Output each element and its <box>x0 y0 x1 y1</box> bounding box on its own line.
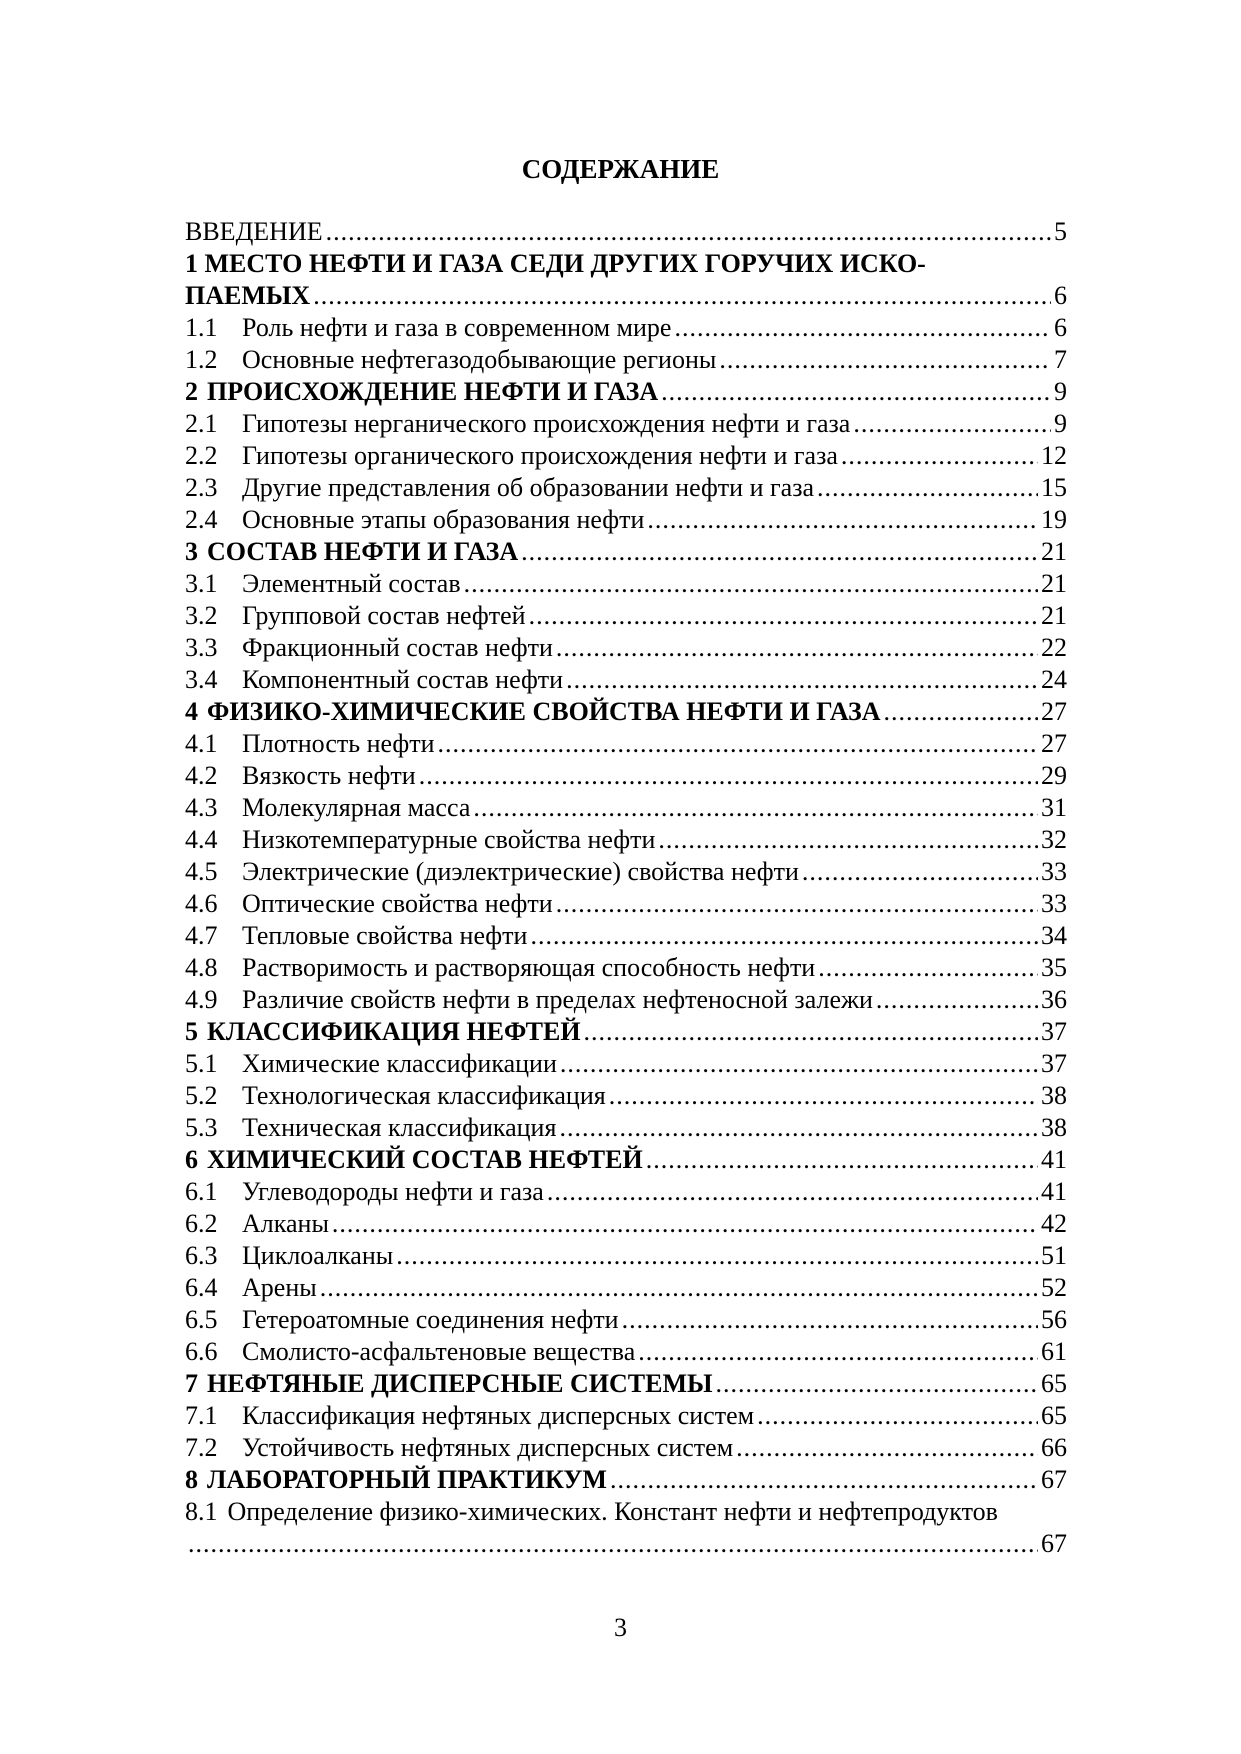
dot-leader <box>638 1336 1038 1368</box>
toc-entry-page: 12 <box>1041 441 1067 470</box>
toc-entry-title: Электрические (диэлектрические) свойства нефти <box>242 857 799 886</box>
toc-entry[interactable] <box>185 344 1067 376</box>
toc-entry-title: Технологическая классификация <box>242 1081 606 1110</box>
dot-leader <box>818 952 1038 984</box>
toc-entry-number: 4.7 <box>185 921 218 950</box>
toc-entry-title: Гипотезы нерганического происхождения нефти и газа <box>242 409 851 438</box>
toc-entry[interactable] <box>185 216 1067 248</box>
table-of-contents <box>185 216 1067 1560</box>
toc-entry-title: Гипотезы органического происхождения нефти и газа <box>242 441 838 470</box>
toc-entry-page: 15 <box>1041 473 1067 502</box>
page-number: 3 <box>614 1613 627 1642</box>
toc-entry-number: 8.1 <box>185 1497 218 1526</box>
toc-entry-number: 4.2 <box>185 761 218 790</box>
toc-entry-title: Устойчивость нефтяных дисперсных систем <box>242 1433 734 1462</box>
dot-leader <box>473 792 1038 824</box>
toc-entry-title: Смолисто-асфальтеновые вещества <box>242 1337 636 1366</box>
toc-entry[interactable] <box>185 632 1067 664</box>
toc-entry-title: Углеводороды нефти и газа <box>242 1177 544 1206</box>
toc-entry-page: 21 <box>1041 601 1067 630</box>
toc-entry-title: Молекулярная масса <box>242 793 471 822</box>
dot-leader <box>716 1368 1038 1400</box>
toc-entry-title-line2 <box>185 1528 1067 1560</box>
dot-leader <box>396 1240 1038 1272</box>
toc-entry[interactable] <box>185 376 1067 408</box>
toc-entry[interactable] <box>185 1432 1067 1464</box>
toc-entry[interactable] <box>185 1208 1067 1240</box>
dot-leader <box>647 504 1038 536</box>
toc-entry[interactable] <box>185 1496 1067 1560</box>
toc-entry[interactable] <box>185 472 1067 504</box>
toc-entry[interactable] <box>185 1176 1067 1208</box>
toc-entry[interactable] <box>185 440 1067 472</box>
toc-entry-page: 21 <box>1041 569 1067 598</box>
toc-entry-page: 37 <box>1041 1049 1067 1078</box>
toc-entry-number: 6.2 <box>185 1209 218 1238</box>
toc-entry[interactable] <box>185 952 1067 984</box>
toc-entry-page: 65 <box>1041 1401 1067 1430</box>
dot-leader <box>438 728 1039 760</box>
toc-entry-page: 6 <box>1054 313 1067 342</box>
toc-entry[interactable] <box>185 1400 1067 1432</box>
toc-entry[interactable] <box>185 824 1067 856</box>
toc-entry-page: 34 <box>1041 921 1067 950</box>
toc-entry-number: 2.3 <box>185 473 218 502</box>
toc-entry-title: Растворимость и растворяющая способность нефти <box>242 953 816 982</box>
toc-entry-page: 9 <box>1054 409 1067 438</box>
dot-leader <box>556 888 1038 920</box>
toc-entry-title: Компонентный состав нефти <box>242 665 564 694</box>
toc-entry-title: КЛАССИФИКАЦИЯ НЕФТЕЙ <box>207 1017 581 1046</box>
toc-entry-title: Гетероатомные соединения нефти <box>242 1305 619 1334</box>
toc-entry-page: 36 <box>1041 985 1067 1014</box>
toc-entry-page: 38 <box>1041 1113 1067 1142</box>
toc-entry-title: Тепловые свойства нефти <box>242 921 528 950</box>
dot-leader <box>419 760 1038 792</box>
dot-leader <box>736 1432 1038 1464</box>
toc-entry-title: Классификация нефтяных дисперсных систем <box>242 1401 755 1430</box>
toc-entry-title: Циклоалканы <box>242 1241 394 1270</box>
toc-entry[interactable] <box>185 664 1067 696</box>
toc-entry-page: 35 <box>1041 953 1067 982</box>
toc-entry-number: 4.8 <box>185 953 218 982</box>
dot-leader <box>313 280 1051 312</box>
toc-entry-page: 67 <box>1041 1465 1067 1494</box>
toc-entry-page: 37 <box>1041 1017 1067 1046</box>
toc-entry[interactable] <box>185 1336 1067 1368</box>
toc-entry[interactable] <box>185 1144 1067 1176</box>
toc-entry-number: 7.1 <box>185 1401 218 1430</box>
dot-leader <box>841 440 1038 472</box>
toc-entry-number: 4.1 <box>185 729 218 758</box>
toc-entry-page: 51 <box>1041 1241 1067 1270</box>
toc-entry-number: 6 <box>185 1145 198 1174</box>
toc-entry-number: 3.2 <box>185 601 218 630</box>
toc-entry-number: 4.5 <box>185 857 218 886</box>
toc-entry-number: 5.3 <box>185 1113 218 1142</box>
toc-entry-title: СОСТАВ НЕФТИ И ГАЗА <box>207 537 519 566</box>
toc-entry-title: Оптические свойства нефти <box>242 889 553 918</box>
toc-entry-title-cont: ПАЕМЫХ <box>185 281 311 310</box>
page-title: СОДЕРЖАНИЕ <box>521 154 720 184</box>
toc-entry-title: Химические классификации <box>242 1049 557 1078</box>
toc-entry-number: 6.6 <box>185 1337 218 1366</box>
toc-entry[interactable] <box>185 1112 1067 1144</box>
toc-entry-title: Низкотемпературные свойства нефти <box>242 825 656 854</box>
toc-entry[interactable] <box>185 728 1067 760</box>
toc-entry-page: 27 <box>1041 697 1067 726</box>
toc-entry-page: 38 <box>1041 1081 1067 1110</box>
toc-entry-title: Вязкость нефти <box>242 761 416 790</box>
toc-entry-title: Основные нефтегазодобывающие регионы <box>242 345 717 374</box>
toc-entry-number: 6.1 <box>185 1177 218 1206</box>
toc-entry-number: 4.6 <box>185 889 218 918</box>
toc-entry-page: 52 <box>1041 1273 1067 1302</box>
dot-leader <box>521 536 1038 568</box>
toc-entry[interactable] <box>185 408 1067 440</box>
dot-leader <box>559 1112 1038 1144</box>
toc-entry[interactable] <box>185 760 1067 792</box>
toc-entry-number: 4.4 <box>185 825 218 854</box>
toc-entry-page: 66 <box>1041 1433 1067 1462</box>
toc-entry-number: 2 <box>185 377 198 406</box>
dot-leader <box>529 600 1038 632</box>
toc-entry-number: 1.1 <box>185 313 218 342</box>
toc-entry-number: 7 <box>185 1369 198 1398</box>
toc-entry-number: 6.5 <box>185 1305 218 1334</box>
dot-leader <box>566 664 1038 696</box>
toc-entry-number: 5 <box>185 1017 198 1046</box>
dot-leader <box>556 632 1038 664</box>
dot-leader <box>674 312 1051 344</box>
toc-entry[interactable] <box>185 568 1067 600</box>
toc-entry-number: 3 <box>185 537 198 566</box>
toc-entry[interactable] <box>185 312 1067 344</box>
dot-leader <box>464 568 1038 600</box>
dot-leader <box>646 1144 1038 1176</box>
toc-entry-title: Техническая классификация <box>242 1113 557 1142</box>
toc-entry-number: 5.1 <box>185 1049 218 1078</box>
toc-entry-number: 8 <box>185 1465 198 1494</box>
toc-entry[interactable] <box>185 1464 1067 1496</box>
toc-entry-title-line1 <box>185 248 1067 280</box>
dot-leader <box>661 376 1051 408</box>
toc-entry-page: 29 <box>1041 761 1067 790</box>
dot-leader <box>719 344 1051 376</box>
toc-entry-page: 7 <box>1054 345 1067 374</box>
toc-entry-number: 6.4 <box>185 1273 218 1302</box>
toc-entry-number: 3.4 <box>185 665 218 694</box>
toc-entry[interactable] <box>185 504 1067 536</box>
toc-entry-page: 32 <box>1041 825 1067 854</box>
toc-entry[interactable] <box>185 1304 1067 1336</box>
toc-entry-page: 65 <box>1041 1369 1067 1398</box>
toc-entry-title: Фракционный состав нефти <box>242 633 553 662</box>
toc-entry-title: НЕФТЯНЫЕ ДИСПЕРСНЫЕ СИСТЕМЫ <box>207 1369 713 1398</box>
dot-leader <box>884 696 1038 728</box>
toc-entry-page: 33 <box>1041 857 1067 886</box>
dot-leader <box>332 1208 1038 1240</box>
toc-entry-title: Роль нефти и газа в современном мире <box>242 313 672 342</box>
toc-entry-page: 67 <box>1041 1529 1067 1558</box>
toc-entry-number: 4.9 <box>185 985 218 1014</box>
toc-entry[interactable] <box>185 792 1067 824</box>
toc-entry-page: 61 <box>1041 1337 1067 1366</box>
toc-entry-page: 24 <box>1041 665 1067 694</box>
toc-entry-title: Другие представления об образовании нефти и газа <box>242 473 814 502</box>
toc-entry-title: ФИЗИКО-ХИМИЧЕСКИЕ СВОЙСТВА НЕФТИ И ГАЗА <box>207 697 881 726</box>
toc-entry-number: 4.3 <box>185 793 218 822</box>
toc-entry-page: 9 <box>1054 377 1067 406</box>
toc-entry-number: 3.1 <box>185 569 218 598</box>
toc-entry-title: Определение физико-химических. Констант нефти и нефтепродуктов <box>227 1497 998 1526</box>
toc-entry-number: 6.3 <box>185 1241 218 1270</box>
toc-entry-page: 56 <box>1041 1305 1067 1334</box>
toc-entry-page: 6 <box>1054 281 1067 310</box>
toc-entry[interactable] <box>185 1272 1067 1304</box>
toc-entry-page: 42 <box>1041 1209 1067 1238</box>
dot-leader <box>560 1048 1038 1080</box>
toc-entry-page: 5 <box>1054 217 1067 246</box>
toc-entry-title-line2 <box>185 280 1067 312</box>
toc-entry-title: Элементный состав <box>242 569 461 598</box>
toc-entry-title: Групповой состав нефтей <box>242 601 526 630</box>
toc-entry-page: 21 <box>1041 537 1067 566</box>
toc-entry[interactable] <box>185 856 1067 888</box>
dot-leader <box>876 984 1038 1016</box>
toc-entry-page: 22 <box>1041 633 1067 662</box>
toc-entry[interactable] <box>185 600 1067 632</box>
dot-leader <box>530 920 1038 952</box>
toc-entry-page: 33 <box>1041 889 1067 918</box>
toc-entry-title: Основные этапы образования нефти <box>242 505 645 534</box>
toc-entry-title: Плотность нефти <box>242 729 435 758</box>
dot-leader <box>622 1304 1038 1336</box>
toc-entry-title-line1 <box>185 1496 1067 1528</box>
toc-entry-page: 19 <box>1041 505 1067 534</box>
toc-entry[interactable] <box>185 1048 1067 1080</box>
toc-entry[interactable] <box>185 248 1067 312</box>
dot-leader <box>817 472 1038 504</box>
dot-leader <box>658 824 1038 856</box>
toc-entry[interactable] <box>185 1016 1067 1048</box>
dot-leader <box>547 1176 1038 1208</box>
toc-entry[interactable] <box>185 536 1067 568</box>
dot-leader <box>326 216 1051 248</box>
toc-entry-title: Различие свойств нефти в пределах нефтеносной залежи <box>242 985 873 1014</box>
toc-entry[interactable] <box>185 920 1067 952</box>
toc-entry-page: 41 <box>1041 1177 1067 1206</box>
toc-entry[interactable] <box>185 1080 1067 1112</box>
dot-leader <box>584 1016 1038 1048</box>
toc-entry-title: ВВЕДЕНИЕ <box>185 217 323 246</box>
toc-entry-number: 2.4 <box>185 505 218 534</box>
toc-entry-number: 2.1 <box>185 409 218 438</box>
dot-leader <box>802 856 1038 888</box>
toc-entry-number: 4 <box>185 697 198 726</box>
toc-entry-title: ХИМИЧЕСКИЙ СОСТАВ НЕФТЕЙ <box>207 1145 643 1174</box>
toc-entry[interactable] <box>185 1240 1067 1272</box>
toc-entry-number: 3.3 <box>185 633 218 662</box>
dot-leader <box>188 1528 1038 1560</box>
toc-entry[interactable] <box>185 984 1067 1016</box>
toc-entry-title: Алканы <box>242 1209 329 1238</box>
toc-entry-page: 31 <box>1041 793 1067 822</box>
toc-entry-page: 27 <box>1041 729 1067 758</box>
dot-leader <box>757 1400 1038 1432</box>
toc-entry[interactable] <box>185 1368 1067 1400</box>
dot-leader <box>853 408 1051 440</box>
toc-entry-title: 1 МЕСТО НЕФТИ И ГАЗА СЕДИ ДРУГИХ ГОРУЧИХ ИСКО- <box>185 249 926 278</box>
toc-entry-number: 1.2 <box>185 345 218 374</box>
toc-entry-title: ПРОИСХОЖДЕНИЕ НЕФТИ И ГАЗА <box>207 377 659 406</box>
dot-leader <box>320 1272 1038 1304</box>
toc-entry-title: Арены <box>242 1273 317 1302</box>
toc-entry-number: 2.2 <box>185 441 218 470</box>
dot-leader <box>609 1080 1038 1112</box>
dot-leader <box>610 1464 1038 1496</box>
toc-entry[interactable] <box>185 696 1067 728</box>
toc-entry-number: 7.2 <box>185 1433 218 1462</box>
toc-entry-number: 5.2 <box>185 1081 218 1110</box>
toc-entry[interactable] <box>185 888 1067 920</box>
toc-entry-page: 41 <box>1041 1145 1067 1174</box>
toc-entry-title: ЛАБОРАТОРНЫЙ ПРАКТИКУМ <box>207 1465 607 1494</box>
